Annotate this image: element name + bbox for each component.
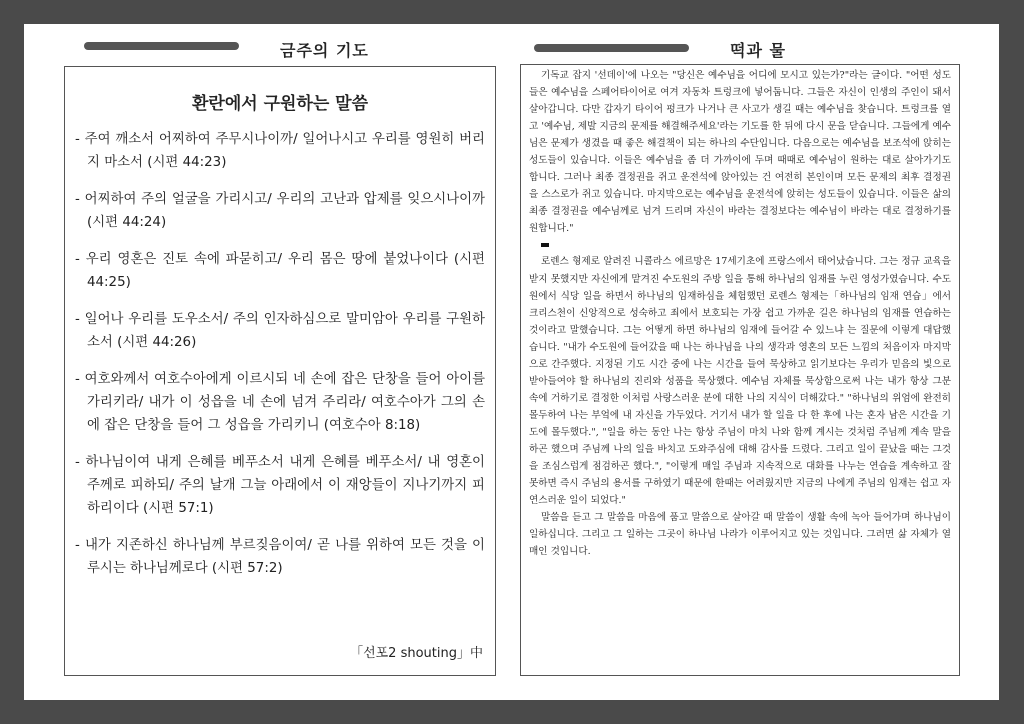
verse-item: - 주여 깨소서 어찌하여 주무시나이까/ 일어나시고 우리를 영원히 버리지 마소서 (시편 44:23) xyxy=(75,132,485,170)
source-credit: 「선포2 shouting」中 xyxy=(350,646,483,661)
verse-item: - 여호와께서 여호수아에게 이르시되 네 손에 잡은 단창을 들어 아이를 가리키라/ 내가 이 성읍을 네 손에 넘겨 주리라/ 여호수아가 그의 손에 잡은 단창을 들어 그 성읍을 가리키니 (여호수아 8:18) xyxy=(75,372,485,433)
prayer-box xyxy=(64,66,496,676)
article-paragraph-2: 로렌스 형제로 알려진 니콜라스 에르망은 17세기초에 프랑스에서 태어났습니다. 그는 정규 교육을 받지 못했지만 자신에게 맡겨진 수도원의 주방 일을 통해 하나님의 임재를 누린 영성가였습니다. 수도원에서 식당 일을 하면서 하나님의 임재하심을 체험했던 로렌스 형제는「하나님의 임재 연습」에서 크리스천이 신앙적으로 성숙하고 죄에서 보호되는 가장 쉽고 가까운 길은 하나님의 임재를 연습하는 것이라고 말했습니다. 그는 어떻게 하면 하나님의 임재에 들어갈 수 있느냐 는 질문에 이렇게 대답했습니다. "내가 수도원에 들어갔을 때 나는 하나님을 나의 생각과 영혼의 모든 느낌의 처음이자 마지막으로 간주했다. 지정된 기도 시간 중에 나는 시간을 들여 묵상하고 읽기보다는 우리가 믿음의 빛으로 받아들여야 할 하나님의 진리와 성품을 묵상했다. 예수님 자체를 묵상함으로써 나는 내가 항상 그분 속에 거하기로 결정한 이처럼 사랑스러운 분에 대한 나의 지식이 더해갔다." "하나님의 위엄에 완전히 몰두하여 나는 부엌에 내 자신을 가두었다. 거기서 내가 할 일을 다 한 후에 나는 혼자 남은 시간을 기도에 몰두했다.", "일을 하는 동안 나는 항상 주님이 마치 나와 함께 계시는 것처럼 주님께 계속 말을 하곤 했으며 주님께 나의 일을 바치고 도와주심에 대해 감사를 드렸다. 그리고 일이 끝났을 때는 그것을 조심스럽게 점검하곤 했다.", "이렇게 매일 주님과 지속적으로 대화를 나누는 연습을 계속하고 잘못하면 즉시 주님의 용서를 구하였기 때문에 한때는 어려웠지만 지금의 나에게 주님의 임재는 쉽고 자연스러운 일이 되었다." xyxy=(529,256,951,507)
right-header-bar xyxy=(534,44,689,52)
prayer-title: 환란에서 구원하는 말씀 xyxy=(191,94,369,114)
verse-item: - 어찌하여 주의 얼굴을 가리시고/ 우리의 고난과 압제를 잊으시나이까 (시편 44:24) xyxy=(75,192,485,230)
verse-item: - 내가 지존하신 하나님께 부르짖음이여/ 곧 나를 위하여 모든 것을 이루시는 하나님께로다 (시편 57:2) xyxy=(75,538,485,576)
verse-item: - 하나님이여 내게 은혜를 베푸소서 내게 은혜를 베푸소서/ 내 영혼이 주께로 피하되/ 주의 날개 그늘 아래에서 이 재앙들이 지나기까지 피하리이다 (시편 57:1) xyxy=(75,455,485,516)
right-header-title: 떡과 물 xyxy=(730,41,786,60)
left-header-bar xyxy=(84,42,239,50)
article-box xyxy=(520,64,960,676)
article-paragraph-3: 말씀을 듣고 그 말씀을 마음에 품고 말씀으로 살아갈 때 말씀이 생활 속에 녹아 들어가며 하나님이 일하십니다. 그리고 그 일하는 그곳이 하나님 나라가 이루어지고 있는 것입니다. 그러면 삶 자체가 열매인 것입니다. xyxy=(529,512,951,558)
left-header-title: 금주의 기도 xyxy=(280,41,369,60)
verse-item: - 일어나 우리를 도우소서/ 주의 인자하심으로 말미암아 우리를 구원하소서 (시편 44:26) xyxy=(75,312,485,350)
section-marker xyxy=(541,243,549,247)
article-paragraph-1: 기독교 잡지 '선데이'에 나오는 "당신은 예수님을 어디에 모시고 있는가?"라는 글이다. "어떤 성도들은 예수님을 스페어타이어로 여겨 자동차 트렁크에 넣어둡니다. 그들은 자신이 인생의 주인이 돼서 살아갑니다. 다만 갑자기 타이어 펑크가 나거나 큰 사고가 생길 때는 예수님을 찾습니다. 트렁크를 열고 '예수님, 제발 지금의 문제를 해결해주세요'라는 기도를 한 뒤에 다시 문을 닫습니다. 그들에게 예수님은 문제가 생겼을 때 좋은 해결책이 되는 하나의 수단입니다. 다음으로는 예수님을 보조석에 앉히는 성도들이 있습니다. 이들은 예수님을 좀 더 가까이에 두며 때때로 예수님이 원하는 대로 살아가기도 합니다. 그러나 최종 결정권을 쥐고 운전석에 앉아있는 건 여전히 본인이며 모든 문제의 최후 결정권을 스스로가 쥐고 있습니다. 마지막으로는 예수님을 운전석에 앉히는 성도들이 있습니다. 이들은 삶의 최종 결정권을 예수님께로 넘겨 드리며 자신이 바라는 결정보다는 예수님이 바라는 대로 결정하기를 원합니다." xyxy=(529,70,951,235)
verse-item: - 우리 영혼은 진토 속에 파묻히고/ 우리 몸은 땅에 붙었나이다 (시편 44:25) xyxy=(75,252,485,290)
page-sheet xyxy=(24,24,999,700)
